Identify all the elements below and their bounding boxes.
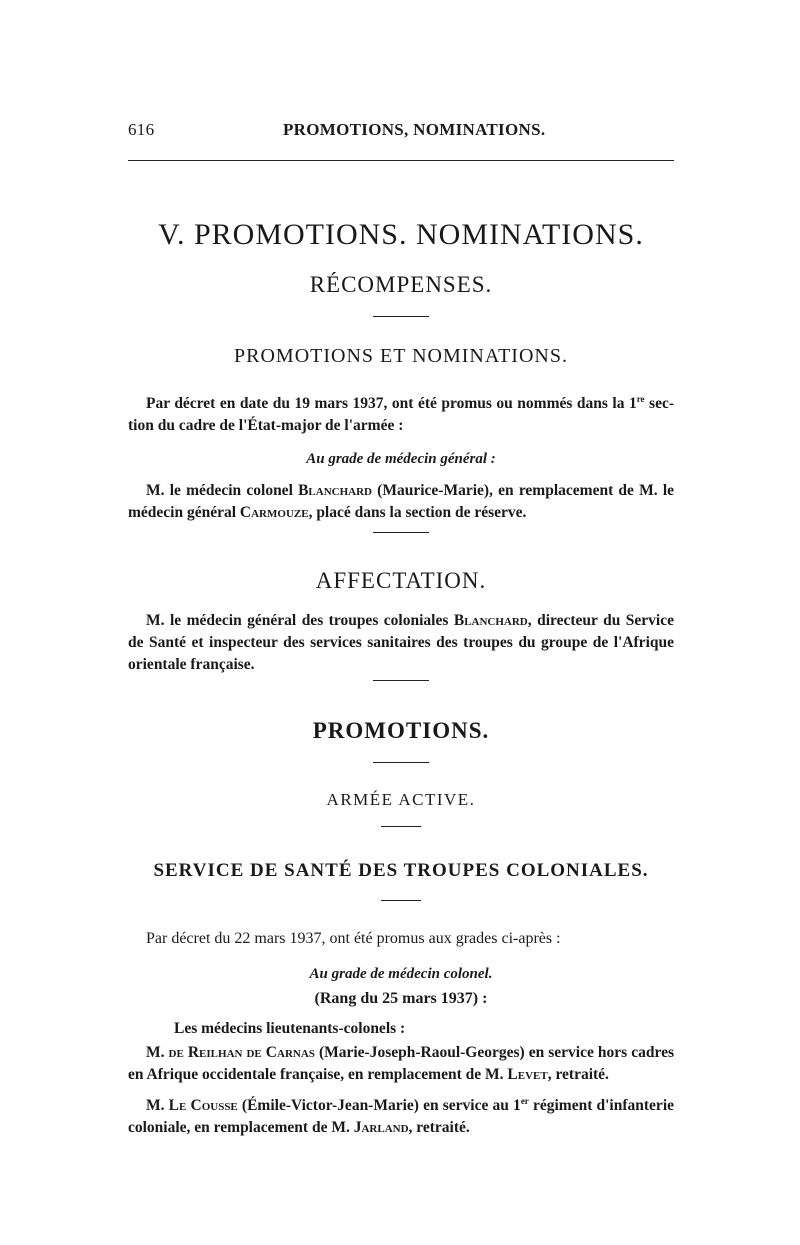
person-name: Levet	[507, 1066, 548, 1083]
promotion-entry	[128, 1042, 674, 1086]
person-name: de Reilhan de Carnas	[168, 1044, 315, 1061]
recompenses-heading: RÉCOMPENSES.	[309, 272, 493, 297]
running-title: PROMOTIONS, NOMINATIONS.	[283, 120, 546, 139]
decree-text-line2: tion du cadre de l'État-major de l'armée :	[128, 417, 404, 435]
decree-text-cont: sec-	[644, 395, 674, 413]
decree-superscript: re	[636, 394, 645, 404]
general-appointment-paragraph	[128, 480, 674, 524]
entry-text: régiment d'infanterie coloniale, en remplacement de M.	[128, 1097, 675, 1137]
page-number: 616	[128, 120, 155, 139]
entry-text: M.	[146, 1097, 169, 1115]
person-name: Jarland	[353, 1119, 409, 1137]
person-name: Blanchard	[298, 482, 372, 499]
header-rule	[128, 160, 674, 161]
appointment-text: (Maurice-Marie), en remplacement de M. le médecin général	[128, 482, 675, 521]
main-heading: V. PROMOTIONS. NOMINATIONS.	[158, 218, 644, 251]
divider-rule	[373, 532, 429, 533]
service-intro-paragraph: Par décret du 22 mars 1937, ont été promus aux grades ci-après :	[146, 930, 561, 947]
grade-general-heading: Au grade de médecin général :	[306, 451, 496, 467]
entry-text: , retraité.	[547, 1066, 609, 1083]
promotion-entry	[128, 1090, 674, 1139]
entry-text: , retraité.	[408, 1119, 470, 1137]
appointment-text: , placé dans la section de réserve.	[308, 504, 527, 521]
affectation-paragraph	[128, 610, 674, 676]
rang-line: (Rang du 25 mars 1937) :	[314, 990, 488, 1007]
divider-rule	[381, 900, 421, 901]
entry-text: (Émile-Victor-Jean-Marie) en service au 1	[237, 1097, 521, 1115]
service-heading: SERVICE DE SANTÉ DES TROUPES COLONIALES.	[153, 860, 649, 881]
affectation-heading: AFFECTATION.	[315, 568, 487, 593]
divider-rule	[373, 680, 429, 681]
promotions-nominations-heading: PROMOTIONS ET NOMINATIONS.	[234, 345, 568, 367]
decree-paragraph	[128, 388, 674, 437]
list-intro: Les médecins lieutenants-colonels :	[174, 1020, 406, 1037]
entry-text: M.	[146, 1044, 169, 1061]
divider-rule	[381, 826, 421, 827]
armee-active-heading: ARMÉE ACTIVE.	[326, 790, 476, 809]
entry-superscript: er	[520, 1096, 529, 1106]
affectation-text: M. le médecin général des troupes coloniales	[146, 612, 454, 629]
divider-rule	[373, 762, 429, 763]
person-name: Carmouze	[239, 504, 309, 521]
person-name: Blanchard	[453, 612, 528, 629]
decree-text: Par décret en date du 19 mars 1937, ont été promus ou nommés dans la 1	[146, 395, 637, 413]
person-name: Le Cousse	[168, 1097, 238, 1115]
affectation-text: , directeur du Service de Santé et inspecteur des services sanitaires des troupes du groupe de l'Afrique orientale française.	[128, 612, 675, 673]
appointment-text: M. le médecin colonel	[146, 482, 299, 499]
grade-colonel-heading: Au grade de médecin colonel.	[309, 966, 493, 982]
entry-text: (Marie-Joseph-Raoul-Georges) en service hors cadres en Afrique occidentale française, en remplacement de M.	[128, 1044, 674, 1083]
divider-rule	[373, 316, 429, 317]
promotions-heading: PROMOTIONS.	[312, 718, 490, 743]
